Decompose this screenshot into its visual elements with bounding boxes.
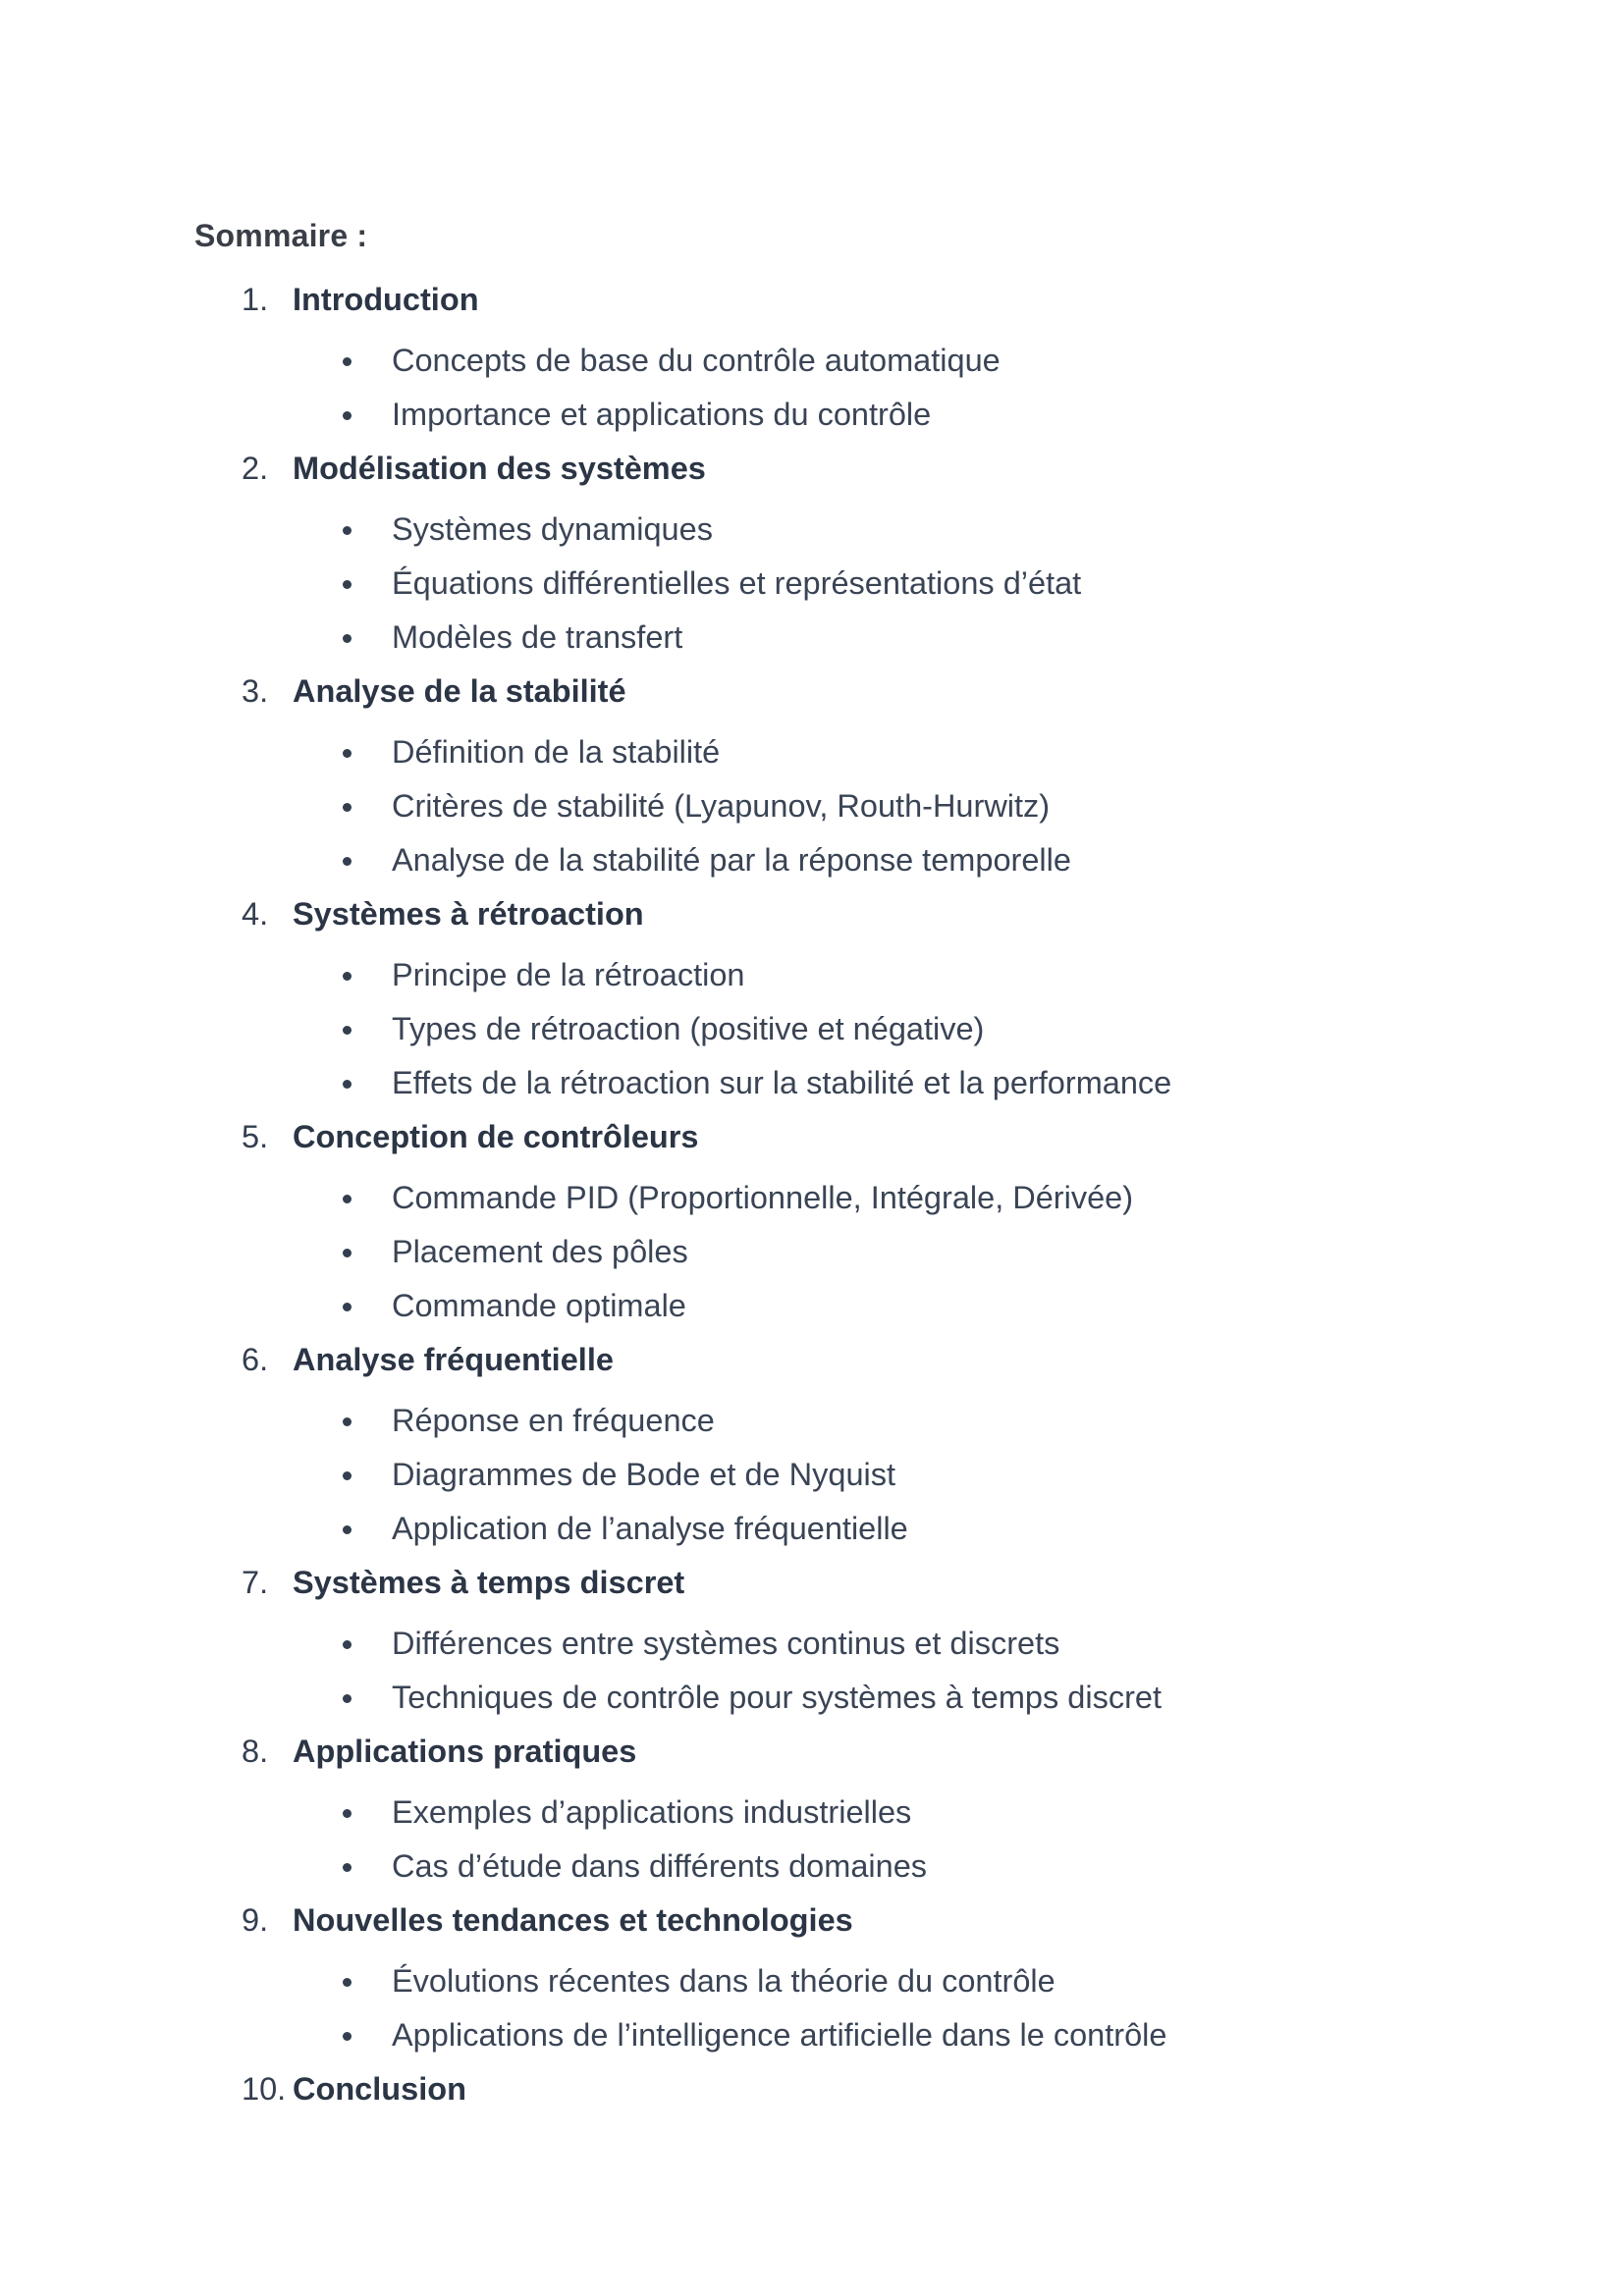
toc-subitem bbox=[0, 2008, 1624, 2062]
section-title: Nouvelles tendances et technologies bbox=[293, 1902, 853, 1938]
toc-subitem-list bbox=[0, 495, 1624, 665]
toc-subitem bbox=[0, 1448, 1624, 1502]
toc-subitem-text: Commande PID (Proportionnelle, Intégrale, Dérivée) bbox=[392, 1180, 1134, 1215]
toc-subitem bbox=[0, 503, 1624, 557]
toc-subitem bbox=[0, 1671, 1624, 1725]
toc-subitem bbox=[0, 1786, 1624, 1840]
section-number: 7. bbox=[242, 1565, 269, 1600]
bullet-icon bbox=[343, 2032, 352, 2041]
bullet-icon bbox=[343, 357, 352, 366]
toc-subitem bbox=[0, 725, 1624, 779]
table-of-contents bbox=[0, 273, 1624, 2115]
toc-subitem bbox=[0, 1279, 1624, 1333]
toc-subitem bbox=[0, 779, 1624, 833]
section-title: Systèmes à temps discret bbox=[293, 1565, 685, 1600]
toc-subitem-text: Commande optimale bbox=[392, 1288, 686, 1323]
toc-subitem-text: Exemples d’applications industrielles bbox=[392, 1794, 912, 1830]
section-title: Modélisation des systèmes bbox=[293, 451, 706, 486]
toc-section bbox=[0, 887, 1624, 1110]
toc-subitem bbox=[0, 1394, 1624, 1448]
bullet-icon bbox=[343, 1080, 352, 1089]
toc-section bbox=[0, 1110, 1624, 1333]
section-number: 6. bbox=[242, 1342, 269, 1377]
section-number: 2. bbox=[242, 451, 269, 486]
toc-subitem-list bbox=[0, 1609, 1624, 1725]
toc-subitem-text: Techniques de contrôle pour systèmes à temps discret bbox=[392, 1680, 1162, 1715]
bullet-icon bbox=[343, 1809, 352, 1818]
toc-section-heading bbox=[0, 1556, 1624, 1609]
bullet-icon bbox=[343, 1978, 352, 1987]
toc-section bbox=[0, 273, 1624, 442]
toc-section bbox=[0, 442, 1624, 665]
page-title: Sommaire : bbox=[194, 218, 368, 253]
toc-subitem-text: Effets de la rétroaction sur la stabilité et la performance bbox=[392, 1065, 1172, 1100]
bullet-icon bbox=[343, 1694, 352, 1703]
toc-subitem-text: Application de l’analyse fréquentielle bbox=[392, 1511, 908, 1546]
bullet-icon bbox=[343, 411, 352, 420]
toc-subitem bbox=[0, 1002, 1624, 1056]
toc-subitem-list bbox=[0, 1386, 1624, 1556]
toc-section-heading bbox=[0, 665, 1624, 718]
section-number: 5. bbox=[242, 1119, 269, 1154]
section-title: Conception de contrôleurs bbox=[293, 1119, 699, 1154]
section-number: 10. bbox=[242, 2071, 287, 2107]
section-title: Introduction bbox=[293, 282, 479, 317]
toc-section-heading bbox=[0, 887, 1624, 940]
toc-subitem-list bbox=[0, 1163, 1624, 1333]
toc-subitem bbox=[0, 1171, 1624, 1225]
section-number: 3. bbox=[242, 673, 269, 709]
bullet-icon bbox=[343, 1303, 352, 1311]
toc-subitem-text: Diagrammes de Bode et de Nyquist bbox=[392, 1457, 896, 1492]
bullet-icon bbox=[343, 634, 352, 643]
toc-subitem-text: Modèles de transfert bbox=[392, 619, 683, 655]
section-title: Systèmes à rétroaction bbox=[293, 896, 644, 932]
bullet-icon bbox=[343, 1249, 352, 1257]
bullet-icon bbox=[343, 1525, 352, 1534]
bullet-icon bbox=[343, 1195, 352, 1203]
toc-subitem bbox=[0, 1954, 1624, 2008]
section-number: 4. bbox=[242, 896, 269, 932]
toc-subitem bbox=[0, 1502, 1624, 1556]
section-number: 1. bbox=[242, 282, 269, 317]
toc-subitem-list bbox=[0, 326, 1624, 442]
bullet-icon bbox=[343, 1026, 352, 1035]
toc-subitem-text: Types de rétroaction (positive et négative) bbox=[392, 1011, 985, 1046]
toc-subitem-text: Systèmes dynamiques bbox=[392, 511, 713, 547]
toc-subitem bbox=[0, 1056, 1624, 1110]
toc-subitem bbox=[0, 334, 1624, 388]
bullet-icon bbox=[343, 749, 352, 758]
toc-subitem bbox=[0, 948, 1624, 1002]
toc-subitem-list bbox=[0, 1947, 1624, 2062]
section-title: Analyse fréquentielle bbox=[293, 1342, 614, 1377]
toc-subitem-text: Cas d’étude dans différents domaines bbox=[392, 1848, 928, 1884]
bullet-icon bbox=[343, 1640, 352, 1649]
bullet-icon bbox=[343, 803, 352, 812]
bullet-icon bbox=[343, 526, 352, 535]
section-title: Conclusion bbox=[293, 2071, 466, 2107]
toc-subitem-text: Concepts de base du contrôle automatique bbox=[392, 343, 1001, 378]
toc-subitem-text: Évolutions récentes dans la théorie du contrôle bbox=[392, 1963, 1056, 1999]
section-number: 8. bbox=[242, 1734, 269, 1769]
toc-section-heading bbox=[0, 273, 1624, 326]
toc-section-heading bbox=[0, 1110, 1624, 1163]
toc-section bbox=[0, 1894, 1624, 2062]
toc-subitem-text: Analyse de la stabilité par la réponse temporelle bbox=[392, 842, 1071, 878]
toc-subitem-text: Critères de stabilité (Lyapunov, Routh-Hurwitz) bbox=[392, 788, 1051, 824]
toc-section-heading bbox=[0, 1725, 1624, 1778]
toc-section-heading bbox=[0, 442, 1624, 495]
toc-subitem-list bbox=[0, 1778, 1624, 1894]
toc-subitem bbox=[0, 1617, 1624, 1671]
bullet-icon bbox=[343, 1863, 352, 1872]
bullet-icon bbox=[343, 1471, 352, 1480]
bullet-icon bbox=[343, 1417, 352, 1426]
section-title: Applications pratiques bbox=[293, 1734, 637, 1769]
toc-section-heading bbox=[0, 1333, 1624, 1386]
toc-subitem bbox=[0, 388, 1624, 442]
toc-subitem-text: Définition de la stabilité bbox=[392, 734, 721, 770]
section-number: 9. bbox=[242, 1902, 269, 1938]
toc-section bbox=[0, 2062, 1624, 2115]
section-title: Analyse de la stabilité bbox=[293, 673, 626, 709]
bullet-icon bbox=[343, 580, 352, 589]
toc-subitem-list bbox=[0, 940, 1624, 1110]
bullet-icon bbox=[343, 972, 352, 981]
toc-subitem-text: Applications de l’intelligence artificielle dans le contrôle bbox=[392, 2017, 1167, 2053]
bullet-icon bbox=[343, 857, 352, 866]
toc-subitem-text: Réponse en fréquence bbox=[392, 1403, 715, 1438]
toc-section bbox=[0, 1556, 1624, 1725]
toc-subitem bbox=[0, 611, 1624, 665]
toc-section bbox=[0, 665, 1624, 887]
toc-subitem-text: Principe de la rétroaction bbox=[392, 957, 745, 992]
toc-subitem bbox=[0, 1225, 1624, 1279]
toc-subitem bbox=[0, 1840, 1624, 1894]
toc-subitem bbox=[0, 833, 1624, 887]
toc-section bbox=[0, 1725, 1624, 1894]
toc-subitem-list bbox=[0, 718, 1624, 887]
toc-section-heading bbox=[0, 2062, 1624, 2115]
toc-section bbox=[0, 1333, 1624, 1556]
toc-subitem-text: Différences entre systèmes continus et discrets bbox=[392, 1626, 1060, 1661]
toc-subitem-text: Équations différentielles et représentations d’état bbox=[392, 565, 1082, 601]
toc-section-heading bbox=[0, 1894, 1624, 1947]
toc-subitem-text: Importance et applications du contrôle bbox=[392, 397, 932, 432]
toc-subitem bbox=[0, 557, 1624, 611]
toc-subitem-text: Placement des pôles bbox=[392, 1234, 688, 1269]
